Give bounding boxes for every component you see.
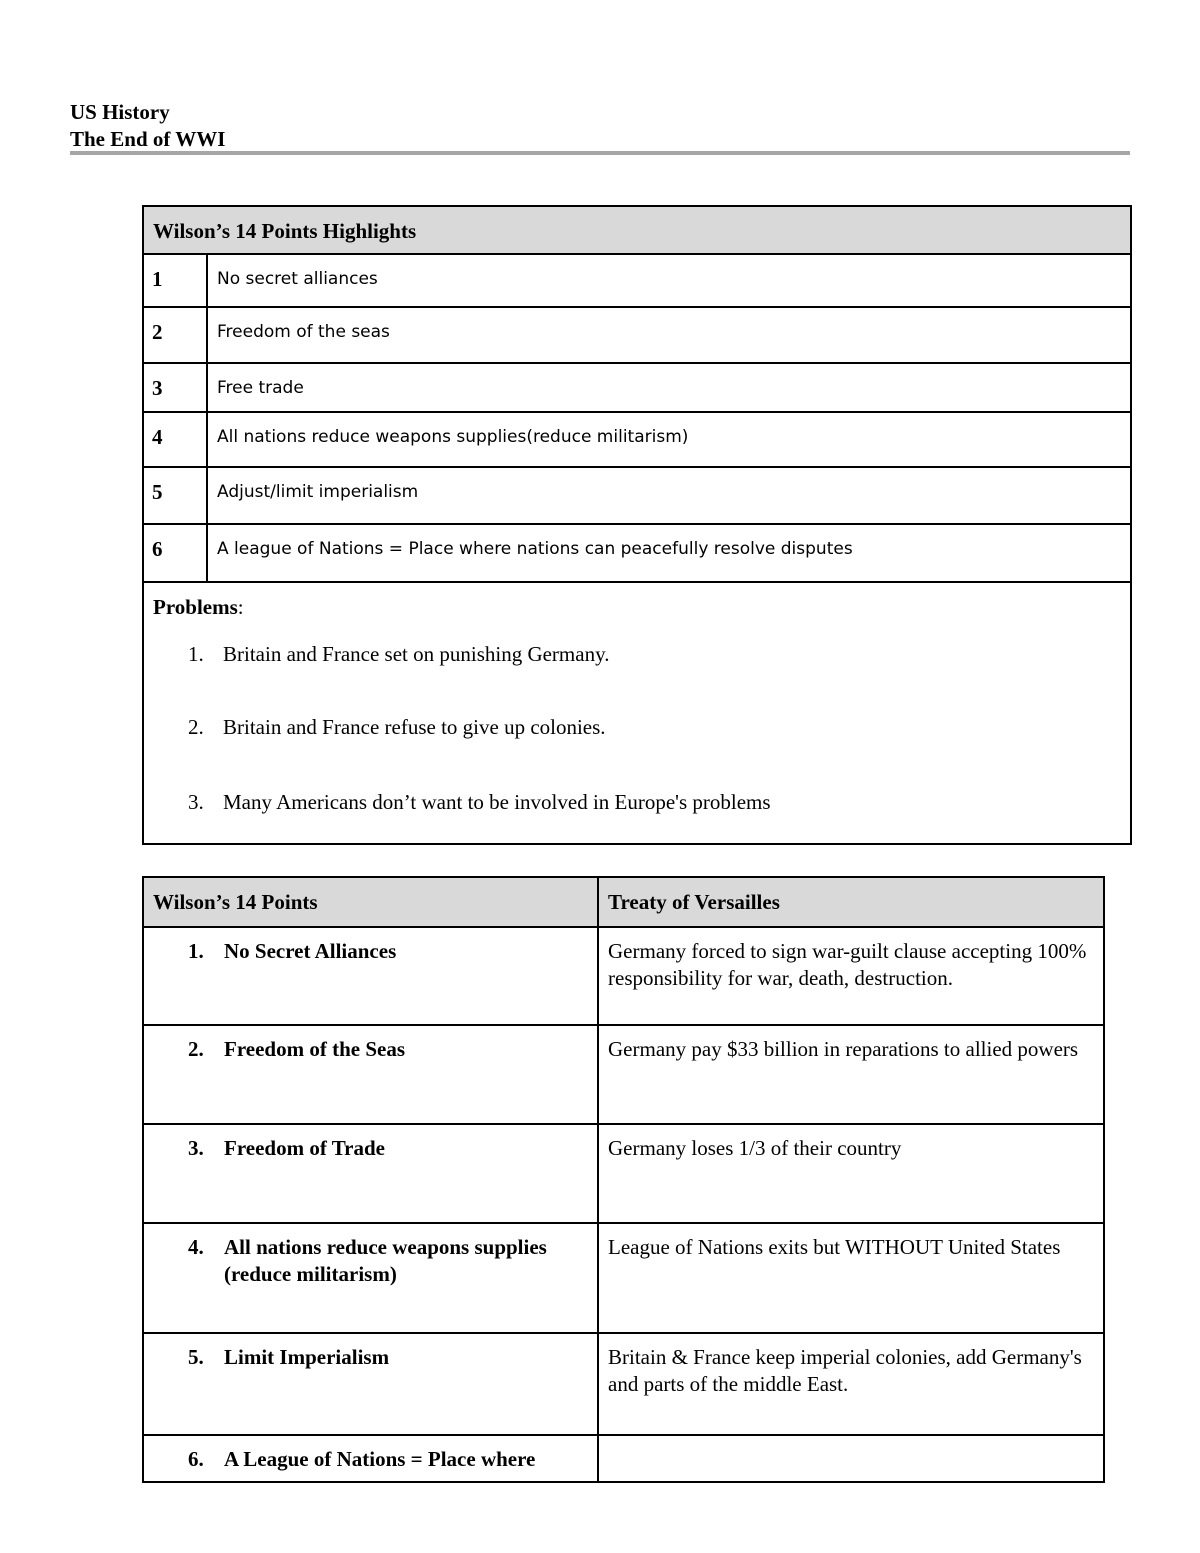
point-number: 5 xyxy=(143,467,207,524)
point-number: 5. xyxy=(188,1345,204,1369)
wilson-point-cell xyxy=(143,927,598,1025)
table-row xyxy=(143,1435,1104,1482)
table-row xyxy=(143,524,1131,582)
point-number: 2 xyxy=(143,307,207,363)
point-name: Freedom of Trade xyxy=(224,1136,385,1160)
treaty-cell: League of Nations exits but WITHOUT United States xyxy=(598,1223,1104,1333)
list-item xyxy=(153,715,1130,740)
header-divider xyxy=(70,151,1130,155)
point-number: 4. xyxy=(188,1235,204,1259)
point-name: Limit Imperialism xyxy=(224,1345,390,1369)
point-number: 3. xyxy=(188,1136,204,1160)
treaty-cell: Germany loses 1/3 of their country xyxy=(598,1124,1104,1223)
column-header-wilson: Wilson’s 14 Points xyxy=(143,877,598,927)
point-name: No Secret Alliances xyxy=(224,939,397,963)
wilson-point-cell xyxy=(143,1223,598,1333)
point-text: Freedom of the seas xyxy=(207,307,1131,363)
table-row xyxy=(143,1333,1104,1435)
table-row xyxy=(143,1124,1104,1223)
problem-number: 2. xyxy=(188,715,204,739)
list-item xyxy=(153,642,1130,667)
problem-text: Britain and France set on punishing Germany. xyxy=(223,642,610,666)
point-number: 1 xyxy=(143,254,207,307)
comparison-header-row xyxy=(143,877,1104,927)
problems-list xyxy=(153,642,1130,815)
point-number: 4 xyxy=(143,412,207,467)
table-row xyxy=(143,467,1131,524)
treaty-cell: Germany pay $33 billion in reparations to allied powers xyxy=(598,1025,1104,1124)
problem-text: Many Americans don’t want to be involved in Europe's problems xyxy=(223,790,771,814)
problems-heading xyxy=(153,595,1130,620)
highlights-title: Wilson’s 14 Points Highlights xyxy=(143,206,1131,254)
wilson-point-cell xyxy=(143,1435,598,1482)
point-text: Free trade xyxy=(207,363,1131,412)
point-number: 2. xyxy=(188,1037,204,1061)
point-number: 3 xyxy=(143,363,207,412)
table-row xyxy=(143,1025,1104,1124)
treaty-cell: Britain & France keep imperial colonies, add Germany's and parts of the middle East. xyxy=(598,1333,1104,1435)
point-text: All nations reduce weapons supplies(reduce militarism) xyxy=(207,412,1131,467)
treaty-cell xyxy=(598,1435,1104,1482)
table-row xyxy=(143,412,1131,467)
highlights-header-row xyxy=(143,206,1131,254)
list-item xyxy=(153,790,1130,815)
problems-row xyxy=(143,582,1131,844)
problems-colon: : xyxy=(237,595,244,619)
table-row xyxy=(143,307,1131,363)
course-title: US History xyxy=(70,100,170,124)
table-row xyxy=(143,363,1131,412)
table-row xyxy=(143,1223,1104,1333)
problem-text: Britain and France refuse to give up colonies. xyxy=(223,715,606,739)
table-row xyxy=(143,927,1104,1025)
point-number: 6. xyxy=(188,1447,204,1471)
highlights-table xyxy=(142,205,1132,845)
problem-number: 1. xyxy=(188,642,204,666)
point-text: No secret alliances xyxy=(207,254,1131,307)
treaty-cell: Germany forced to sign war-guilt clause accepting 100% responsibility for war, death, destruction. xyxy=(598,927,1104,1025)
problems-label: Problems xyxy=(153,595,238,619)
comparison-table xyxy=(142,876,1105,1483)
point-text: A league of Nations = Place where nations can peacefully resolve disputes xyxy=(207,524,1131,582)
wilson-point-cell xyxy=(143,1025,598,1124)
point-name: Freedom of the Seas xyxy=(224,1037,405,1061)
point-text: Adjust/limit imperialism xyxy=(207,467,1131,524)
topic-title: The End of WWI xyxy=(70,127,226,151)
point-number: 1. xyxy=(188,939,204,963)
wilson-point-cell xyxy=(143,1333,598,1435)
document-header xyxy=(70,99,1130,153)
point-name: A League of Nations = Place where xyxy=(224,1447,536,1471)
point-name: All nations reduce weapons supplies (reduce militarism) xyxy=(224,1235,547,1286)
column-header-treaty: Treaty of Versailles xyxy=(598,877,1104,927)
point-number: 6 xyxy=(143,524,207,582)
table-row xyxy=(143,254,1131,307)
wilson-point-cell xyxy=(143,1124,598,1223)
problems-cell xyxy=(143,582,1131,844)
problem-number: 3. xyxy=(188,790,204,814)
